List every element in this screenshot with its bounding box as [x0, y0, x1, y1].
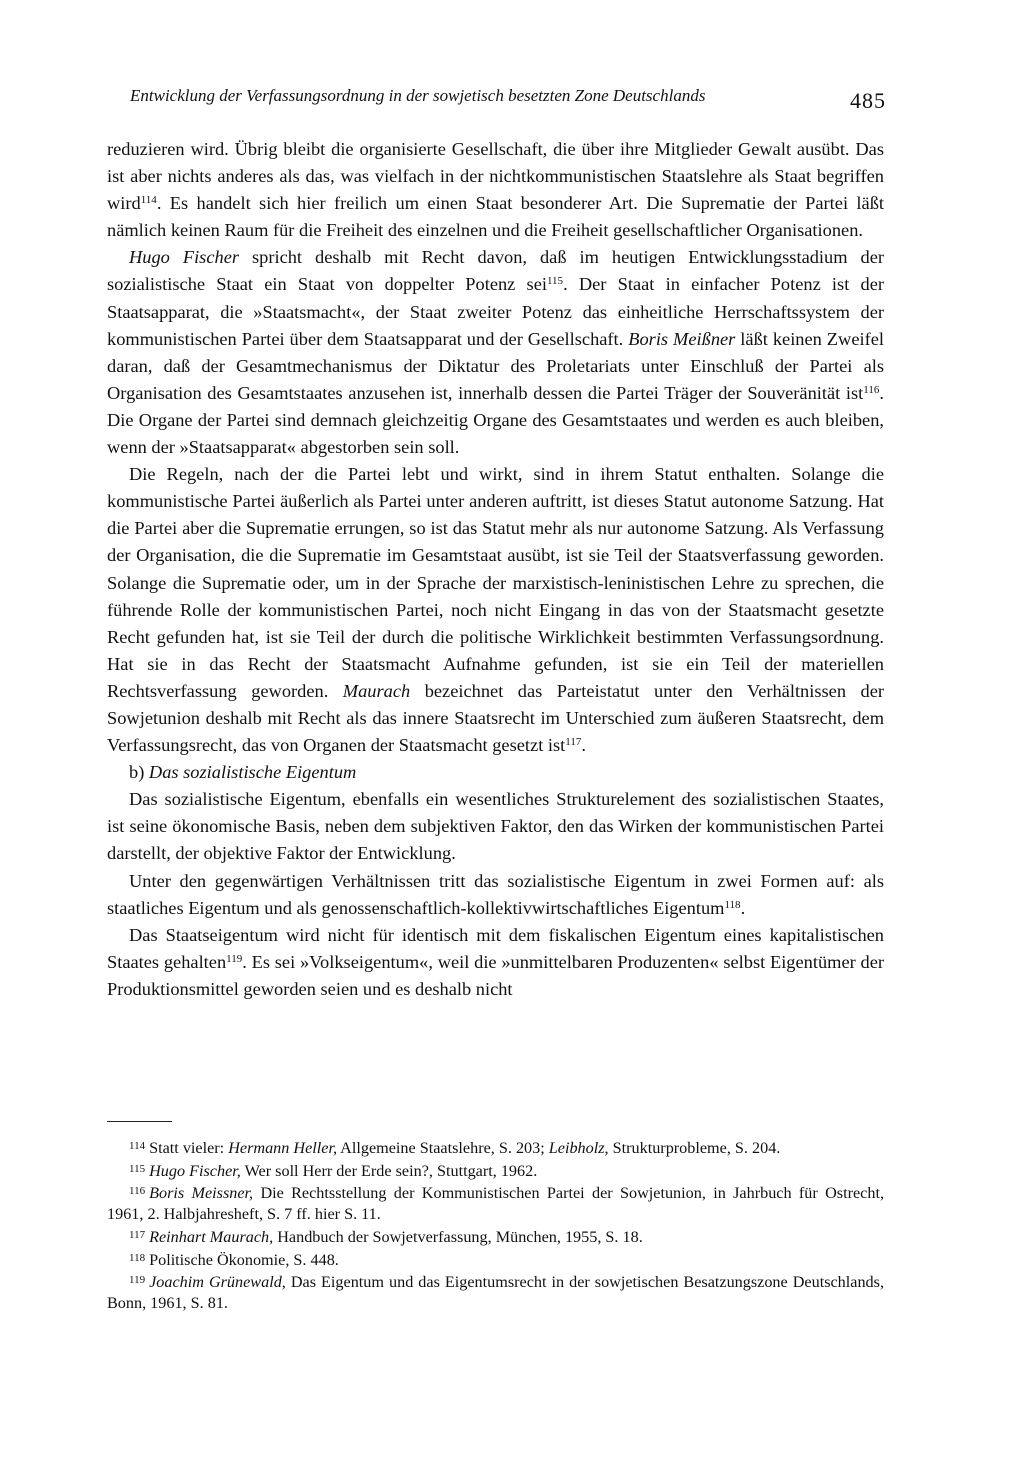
footnote-text: Das Eigentum und das Eigentumsrecht in der sowjetischen Besatzungszone Deutschlands, Bonn, 1961, S. 81. — [107, 1273, 884, 1312]
footnote-text: Handbuch der Sowjetverfassung, München, 1955, S. 18. — [273, 1227, 643, 1246]
footnote-text: Die Rechtsstellung der Kommunistischen Partei der Sowjetunion, in Jahrbuch für Ostrecht, 1961, 2. Halbjahresheft, S. 7 ff. hier S. 11. — [107, 1184, 884, 1224]
footnote-ref-117[interactable]: 117 — [565, 736, 582, 749]
section-title: Das sozialistische Eigentum — [148, 762, 357, 783]
footnote-ref-114[interactable]: 114 — [140, 194, 157, 207]
paragraph-text: läßt keinen Zweifel daran, daß der Gesamtmechanismus der Diktatur des Proletariats unter Einschluß der Partei als Organisation des Gesamtstaates anzusehen ist, innerhalb dessen die Partei Träger der Souveränität ist — [107, 328, 884, 403]
paragraph-1 — [107, 136, 884, 244]
footnote-number: 115 — [129, 1162, 146, 1175]
footnote-number: 117 — [129, 1228, 146, 1241]
paragraph-4 — [107, 786, 884, 867]
footnote-ref-116[interactable]: 116 — [863, 383, 880, 396]
author-name: Reinhart Maurach, — [149, 1227, 274, 1246]
paragraph-text: bezeichnet das Parteistatut unter den Verhältnissen der Sowjetunion deshalb mit Recht als das innere Staatsrecht im Unterschied zum äußeren Staatsrecht, dem Verfassungsrecht, das von Organen der Staatsmacht gesetzt ist — [107, 680, 884, 756]
footnote-number: 119 — [129, 1274, 146, 1287]
footnote-text: Strukturprobleme, S. 204. — [608, 1139, 781, 1157]
author-name: Maurach — [342, 680, 411, 701]
paragraph-text: . Es sei »Volkseigentum«, weil die »unmittelbaren Produzenten« selbst Eigentümer der Produktionsmittel geworden seien und es deshalb nicht — [107, 951, 885, 999]
main-text — [107, 136, 884, 1003]
author-name: Leibholz, — [548, 1139, 609, 1157]
paragraph-5 — [107, 868, 884, 922]
author-name: Hugo Fischer, — [149, 1161, 241, 1180]
author-name: Joachim Grünewald, — [149, 1273, 286, 1292]
page-number: 485 — [850, 88, 886, 113]
footnote-118 — [107, 1248, 884, 1271]
footnote-divider — [107, 1121, 172, 1122]
footnote-ref-118[interactable]: 118 — [724, 898, 741, 911]
paragraph-text: . Der Staat in einfacher Potenz ist der Staatsapparat, die »Staatsmacht«, der Staat zweiter Potenz das einheitliche Herrschaftssystem der kommunistischen Partei über dem Staatsapparat und der Gesellschaft. — [107, 274, 884, 349]
paragraph-text: reduzieren wird. Übrig bleibt die organisierte Gesellschaft, die über ihre Mitglieder Gewalt ausübt. Das ist aber nichts anderes als das, was vielfach in der nichtkommunistischen Staatslehre als Staat begriffen wird — [107, 139, 884, 214]
paragraph-text: . — [740, 897, 746, 918]
paragraph-6 — [107, 922, 884, 1003]
footnote-117 — [107, 1225, 884, 1248]
author-name: Hermann Heller, — [228, 1139, 338, 1157]
footnote-text: Wer soll Herr der Erde sein?, Stuttgart, 1962. — [240, 1161, 538, 1180]
paragraph-text: . — [581, 735, 586, 756]
paragraph-text: Unter den gegenwärtigen Verhältnissen tritt das sozialistische Eigentum in zwei Formen auf: als staatliches Eigentum und als genossenschaftlich-kollektivwirtschaftliches Eigentum — [107, 870, 884, 918]
footnote-115 — [107, 1159, 884, 1182]
footnote-ref-119[interactable]: 119 — [226, 952, 243, 965]
footnote-number: 116 — [129, 1185, 146, 1198]
section-heading — [107, 759, 884, 786]
author-name: Boris Meißner — [628, 328, 736, 349]
section-label: b) — [129, 762, 149, 783]
footnote-text: Allgemeine Staatslehre, S. 203; — [337, 1139, 549, 1157]
paragraph-text: spricht deshalb mit Recht davon, daß im heutigen Entwicklungsstadium der sozialistische Staat ein Staat von doppelter Potenz sei — [107, 247, 884, 295]
paragraph-text: . Es handelt sich hier freilich um einen Staat besonderer Art. Die Suprematie der Partei läßt nämlich keinen Raum für die Freiheit des einzelnen und die Freiheit gesellschaftlicher Organisationen. — [107, 193, 884, 241]
running-title: Entwicklung der Verfassungsordnung in der sowjetisch besetzten Zone Deutschlands — [130, 86, 706, 105]
footnote-number: 118 — [129, 1251, 146, 1264]
paragraph-2 — [107, 244, 884, 461]
footnote-ref-115[interactable]: 115 — [546, 275, 564, 288]
paragraph-text: Das Staatseigentum wird nicht für identisch mit dem fiskalischen Eigentum eines kapitalistischen Staates gehalten — [107, 924, 884, 972]
footnote-text: Politische Ökonomie, S. 448. — [149, 1250, 339, 1269]
footnote-number: 114 — [129, 1140, 146, 1152]
running-head — [130, 86, 886, 113]
footnote-116 — [107, 1181, 884, 1224]
footnote-119 — [107, 1270, 884, 1313]
footnotes — [107, 1136, 884, 1314]
paragraph-text: Das sozialistische Eigentum, ebenfalls ein wesentliches Strukturelement des sozialistischen Staates, ist seine ökonomische Basis, neben dem subjektiven Faktor, den das Wirken der kommunistischen Partei darstellt, der objektive Faktor der Entwicklung. — [107, 789, 884, 864]
footnote-114 — [107, 1136, 884, 1159]
paragraph-3 — [107, 461, 884, 759]
author-name: Boris Meissner, — [149, 1184, 254, 1203]
author-name: Hugo Fischer — [129, 247, 240, 268]
footnote-text: Statt vieler: — [149, 1139, 229, 1157]
paragraph-text: . Die Organe der Partei sind demnach gleichzeitig Organe des Gesamtstaates und werden es auch bleiben, wenn der »Staatsapparat« abgestorben sein soll. — [107, 382, 884, 458]
paragraph-text: Die Regeln, nach der die Partei lebt und wirkt, sind in ihrem Statut enthalten. Solange die kommunistische Partei äußerlich als Partei unter anderen auftritt, ist dieses Statut autonome Satzung. Hat die Partei aber die Suprematie errungen, so ist das Statut mehr als nur autonome Satzung. Als Verfassung der Organisation, die die Suprematie im Gesamtstaat ausübt, ist sie Teil der Staatsverfassung geworden. Solange die Suprematie oder, um in der Sprache der marxistisch-leninistischen Lehre zu sprechen, die führende Rolle der kommunistischen Partei, noch nicht Eingang in das von der Staatsmacht gesetzte Recht gefunden hat, ist sie Teil der durch die politische Wirklichkeit bestimmten Verfassungsordnung. Hat sie in das Recht der Staatsmacht Aufnahme gefunden, ist sie ein Teil der materiellen Rechtsverfassung geworden. — [107, 464, 884, 701]
